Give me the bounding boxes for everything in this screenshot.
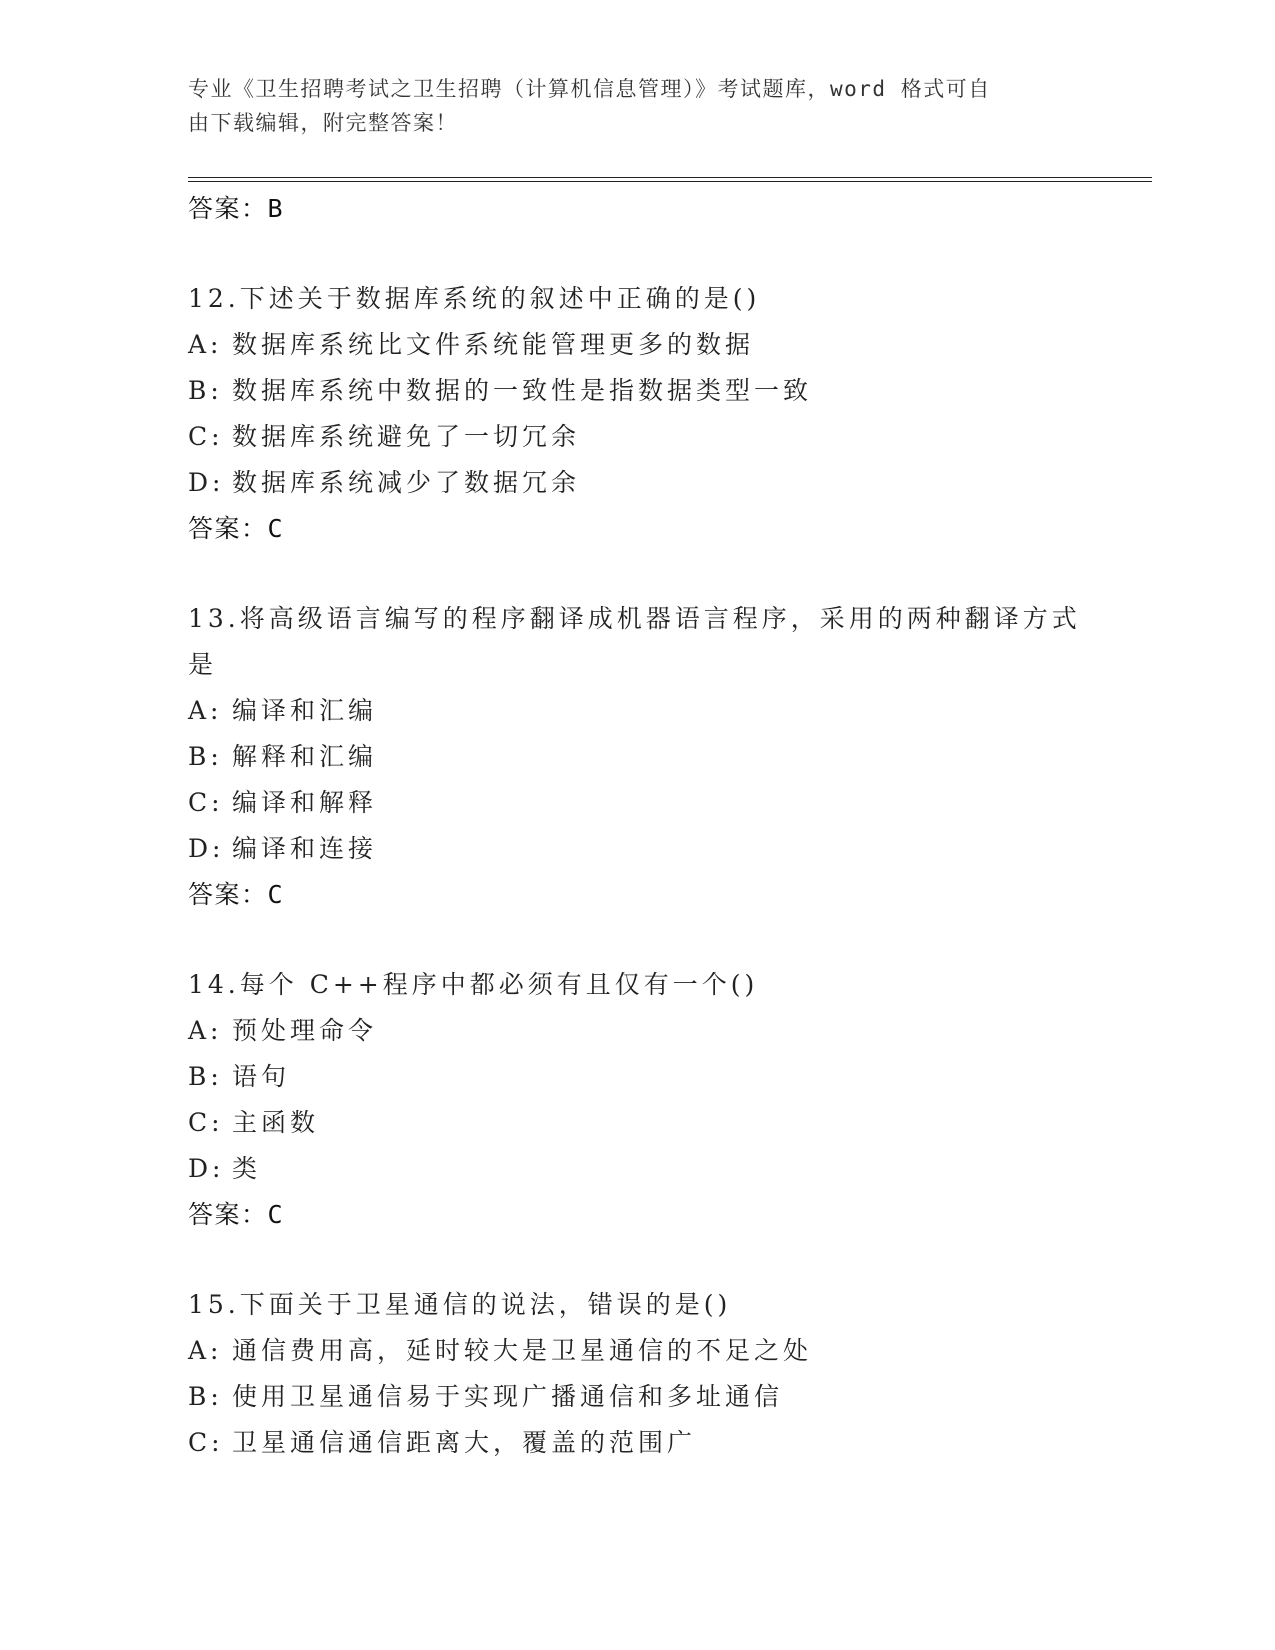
option-c <box>188 1420 1148 1466</box>
option-text: 数据库系统减少了数据冗余 <box>232 468 581 497</box>
header-divider-bottom <box>188 181 1152 182</box>
option-b <box>188 734 1148 780</box>
option-letter: B: <box>188 1062 223 1091</box>
option-b <box>188 1374 1148 1420</box>
option-a <box>188 1328 1148 1374</box>
option-b <box>188 1054 1148 1100</box>
answer-line: 答案：B <box>188 194 285 223</box>
header-divider-top <box>188 177 1152 178</box>
question-15 <box>188 1282 1148 1466</box>
question-stem: 15.下面关于卫星通信的说法，错误的是() <box>188 1290 732 1319</box>
option-letter: A: <box>188 1336 223 1365</box>
option-text: 预处理命令 <box>232 1016 378 1045</box>
option-letter: C: <box>188 1108 224 1137</box>
option-d <box>188 826 1148 872</box>
option-letter: D: <box>188 468 225 497</box>
question-list <box>188 186 1148 1466</box>
option-text: 语句 <box>232 1062 291 1091</box>
option-d <box>188 460 1148 506</box>
option-a <box>188 1008 1148 1054</box>
option-text: 解释和汇编 <box>232 742 378 771</box>
option-letter: C: <box>188 1428 224 1457</box>
option-text: 编译和解释 <box>232 788 378 817</box>
option-letter: C: <box>188 788 224 817</box>
question-13 <box>188 596 1148 918</box>
option-c <box>188 1100 1148 1146</box>
answer-line: 答案：C <box>188 1200 285 1229</box>
question-stem: 12.下述关于数据库系统的叙述中正确的是() <box>188 284 761 313</box>
option-d <box>188 1146 1148 1192</box>
question-14 <box>188 962 1148 1238</box>
option-text: 主函数 <box>232 1108 320 1137</box>
option-c <box>188 780 1148 826</box>
option-text: 类 <box>232 1154 262 1183</box>
option-text: 数据库系统中数据的一致性是指数据类型一致 <box>232 376 813 405</box>
option-text: 数据库系统比文件系统能管理更多的数据 <box>232 330 755 359</box>
option-text: 编译和汇编 <box>232 696 378 725</box>
answer-line: 答案：C <box>188 880 285 909</box>
option-letter: C: <box>188 422 224 451</box>
option-letter: D: <box>188 1154 225 1183</box>
option-text: 通信费用高，延时较大是卫星通信的不足之处 <box>232 1336 813 1365</box>
option-a <box>188 322 1148 368</box>
option-letter: B: <box>188 742 223 771</box>
option-letter: A: <box>188 696 223 725</box>
option-letter: B: <box>188 1382 223 1411</box>
option-text: 编译和连接 <box>232 834 378 863</box>
option-letter: B: <box>188 376 223 405</box>
option-b <box>188 368 1148 414</box>
option-text: 数据库系统避免了一切冗余 <box>232 422 581 451</box>
question-stem: 13.将高级语言编写的程序翻译成机器语言程序，采用的两种翻译方式是 <box>188 604 1081 679</box>
header-line-1: 专业《卫生招聘考试之卫生招聘（计算机信息管理）》考试题库，word 格式可自 <box>188 77 991 101</box>
option-a <box>188 688 1148 734</box>
option-text: 使用卫星通信易于实现广播通信和多址通信 <box>232 1382 784 1411</box>
option-text: 卫星通信通信距离大，覆盖的范围广 <box>232 1428 697 1457</box>
header-line-2: 由下载编辑，附完整答案！ <box>188 111 458 135</box>
question-12 <box>188 276 1148 552</box>
option-letter: A: <box>188 1016 223 1045</box>
document-header <box>188 72 1088 140</box>
option-letter: D: <box>188 834 225 863</box>
option-c <box>188 414 1148 460</box>
option-letter: A: <box>188 330 223 359</box>
answer-line: 答案：C <box>188 514 285 543</box>
question-stem: 14.每个 C++程序中都必须有且仅有一个() <box>188 970 759 999</box>
